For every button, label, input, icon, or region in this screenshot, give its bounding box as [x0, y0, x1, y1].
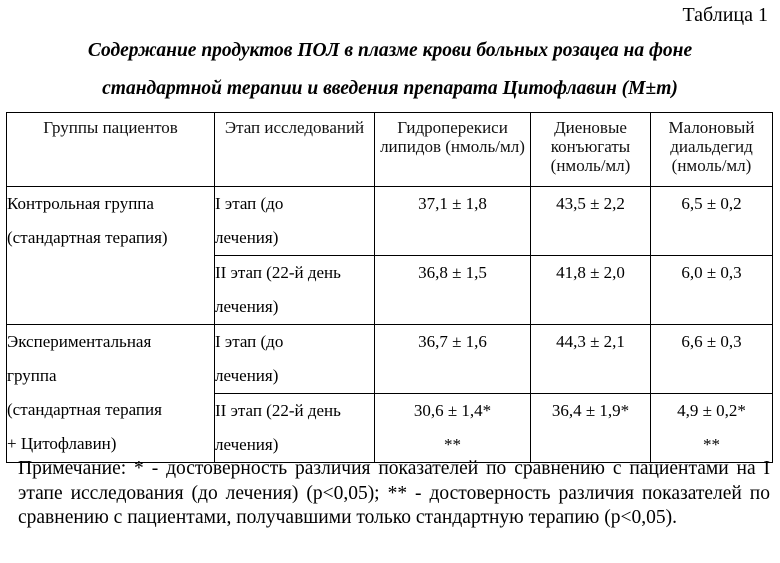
stage-cell: [215, 394, 375, 463]
header-stage: Этап исследований: [215, 113, 375, 187]
malondialdehyde-value: 6,6 ± 0,3: [651, 325, 773, 394]
diene-conjugates-value: 43,5 ± 2,2: [531, 187, 651, 256]
header-group: Группы пациентов: [7, 113, 215, 187]
hydroperoxides-value: 36,7 ± 1,6: [375, 325, 531, 394]
malondialdehyde-value: [651, 394, 773, 463]
group-name-line: группа: [7, 366, 57, 385]
stage-cell: [215, 187, 375, 256]
stage-line: лечения): [215, 435, 279, 454]
stage-line: лечения): [215, 366, 279, 385]
hydroperoxides-value: 37,1 ± 1,8: [375, 187, 531, 256]
stage-line: II этап (22-й день: [215, 263, 341, 282]
significance-mark: **: [703, 435, 720, 454]
diene-conjugates-value: 44,3 ± 2,1: [531, 325, 651, 394]
hydroperoxides-value: [375, 394, 531, 463]
significance-mark: **: [444, 435, 461, 454]
table-caption-line-2: стандартной терапии и введения препарата Цитофлавин (M±m): [102, 78, 678, 99]
header-hydroperoxides: Гидроперекиси липидов (нмоль/мл): [375, 113, 531, 187]
header-diene-conjugates: Диеновые конъюгаты (нмоль/мл): [531, 113, 651, 187]
table-row: [7, 187, 773, 256]
header-row: [7, 113, 773, 187]
stage-cell: [215, 325, 375, 394]
group-name-line: + Цитофлавин): [7, 434, 117, 453]
diene-conjugates-value: 41,8 ± 2,0: [531, 256, 651, 325]
value-main: 4,9 ± 0,2*: [677, 401, 746, 420]
group-control: [7, 187, 215, 325]
diene-conjugates-value: 36,4 ± 1,9*: [531, 394, 651, 463]
stage-cell: [215, 256, 375, 325]
group-name-line: (стандартная терапия): [7, 228, 168, 247]
stage-line: лечения): [215, 297, 279, 316]
stage-line: лечения): [215, 228, 279, 247]
table-caption-line-1: Содержание продуктов ПОЛ в плазме крови больных розацеа на фоне: [87, 40, 693, 61]
header-malondialdehyde: Малоновый диальдегид (нмоль/мл): [651, 113, 773, 187]
malondialdehyde-value: 6,5 ± 0,2: [651, 187, 773, 256]
group-experimental: [7, 325, 215, 463]
table-row: [7, 325, 773, 394]
results-table: [6, 112, 773, 463]
value-main: 30,6 ± 1,4*: [413, 401, 492, 420]
group-name-line: (стандартная терапия: [7, 400, 162, 419]
malondialdehyde-value: 6,0 ± 0,3: [651, 256, 773, 325]
group-name-line: Экспериментальная: [7, 332, 152, 351]
stage-line: II этап (22-й день: [215, 401, 341, 420]
stage-line: I этап (до: [215, 332, 284, 351]
hydroperoxides-value: 36,8 ± 1,5: [375, 256, 531, 325]
group-name-line: Контрольная группа: [7, 194, 154, 213]
stage-line: I этап (до: [215, 194, 284, 213]
table-footnote: Примечание: * - достоверность различия показателей по сравнению с пациентами на I этапе исследования (до лечения) (p<0,05); ** - достоверность различия показателей по сравнению с пациентами, получавшими только стандартную терапию (p<0,05).: [18, 458, 770, 528]
table-number-label: Таблица 1: [682, 4, 768, 26]
